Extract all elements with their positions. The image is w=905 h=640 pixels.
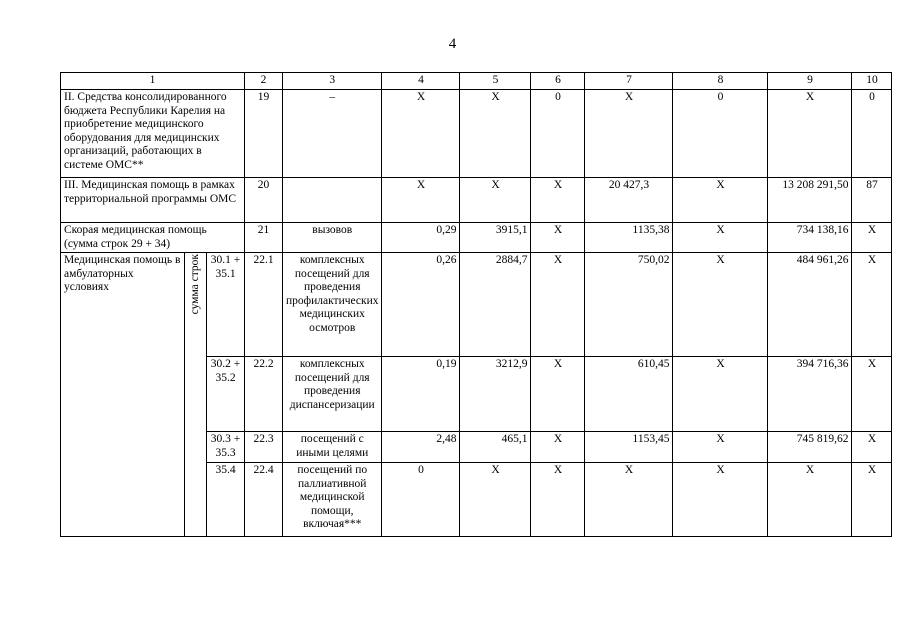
cell-c5: 2884,7 [460,253,531,357]
cell-c5: 3915,1 [460,223,531,253]
cell-c5: 465,1 [460,432,531,463]
cell-c4: Х [382,178,460,223]
cell-c6: Х [531,463,585,537]
cell-c6: Х [531,178,585,223]
table-row [61,178,892,223]
header-cell-1: 1 [61,73,245,90]
header-row [61,73,892,90]
sum-rows-label-cell [185,253,207,537]
header-cell-7: 7 [585,73,673,90]
cell-c10: Х [852,432,892,463]
header-cell-9: 9 [768,73,852,90]
cell-c4: Х [382,90,460,178]
sum-formula: 35.4 [207,463,245,537]
header-cell-6: 6 [531,73,585,90]
cell-c10: Х [852,463,892,537]
cell-c5: Х [460,463,531,537]
row-unit: посещений по паллиативной медицинской помощи, включая*** [283,463,382,537]
cell-c5: Х [460,90,531,178]
sum-rows-label: сумма строк [188,254,201,315]
cell-c7: 750,02 [585,253,673,357]
row-unit [283,178,382,223]
cell-c10: Х [852,253,892,357]
cell-c6: Х [531,357,585,432]
cell-c9: Х [768,90,852,178]
medical-care-table [60,72,892,537]
cell-c4: 2,48 [382,432,460,463]
header-cell-2: 2 [245,73,283,90]
row-name: III. Медицинская помощь в рамках территориальной программы ОМС [61,178,245,223]
header-cell-4: 4 [382,73,460,90]
cell-c8: Х [673,357,768,432]
sum-formula: 30.3 + 35.3 [207,432,245,463]
cell-c8: Х [673,253,768,357]
cell-c9: 13 208 291,50 [768,178,852,223]
cell-c8: Х [673,432,768,463]
row-unit: посещений с иными целями [283,432,382,463]
row-unit: комплексных посещений для проведения диспансеризации [283,357,382,432]
row-unit: – [283,90,382,178]
row-name: II. Средства консолидированного бюджета Республики Карелия на приобретение медицинского оборудования для медицинских организаций, работающих в системе ОМС** [61,90,245,178]
table-row [61,223,892,253]
cell-c9: 734 138,16 [768,223,852,253]
header-cell-8: 8 [673,73,768,90]
sum-formula: 30.2 + 35.2 [207,357,245,432]
cell-c9: 484 961,26 [768,253,852,357]
cell-c7: 20 427,3 [585,178,673,223]
header-cell-3: 3 [283,73,382,90]
cell-c7: Х [585,463,673,537]
cell-c5: Х [460,178,531,223]
row-code: 22.4 [245,463,283,537]
cell-c6: 0 [531,90,585,178]
cell-c4: 0,29 [382,223,460,253]
cell-c4: 0 [382,463,460,537]
cell-c9: 745 819,62 [768,432,852,463]
cell-c6: Х [531,223,585,253]
cell-c7: 1153,45 [585,432,673,463]
cell-c7: Х [585,90,673,178]
cell-c10: Х [852,223,892,253]
row-unit: вызовов [283,223,382,253]
page-number: 4 [448,36,457,52]
header-cell-10: 10 [852,73,892,90]
row-unit: комплексных посещений для проведения профилактических медицинских осмотров [283,253,382,357]
cell-c5: 3212,9 [460,357,531,432]
cell-c8: Х [673,223,768,253]
row-name: Скорая медицинская помощь (сумма строк 29 + 34) [61,223,245,253]
row-code: 19 [245,90,283,178]
cell-c4: 0,26 [382,253,460,357]
table-row [61,90,892,178]
cell-c6: Х [531,432,585,463]
row-code: 22.2 [245,357,283,432]
cell-c8: Х [673,178,768,223]
header-cell-5: 5 [460,73,531,90]
table-row [61,253,892,357]
row-code: 22.1 [245,253,283,357]
cell-c6: Х [531,253,585,357]
cell-c7: 610,45 [585,357,673,432]
cell-c9: 394 716,36 [768,357,852,432]
cell-c4: 0,19 [382,357,460,432]
cell-c7: 1135,38 [585,223,673,253]
cell-c10: 87 [852,178,892,223]
sum-formula: 30.1 + 35.1 [207,253,245,357]
row-code: 20 [245,178,283,223]
row-code: 21 [245,223,283,253]
cell-c9: Х [768,463,852,537]
cell-c10: 0 [852,90,892,178]
cell-c10: Х [852,357,892,432]
cell-c8: 0 [673,90,768,178]
row-code: 22.3 [245,432,283,463]
ambulatory-group-label: Медицинская помощь в амбулаторных условиях [61,253,185,537]
cell-c8: Х [673,463,768,537]
